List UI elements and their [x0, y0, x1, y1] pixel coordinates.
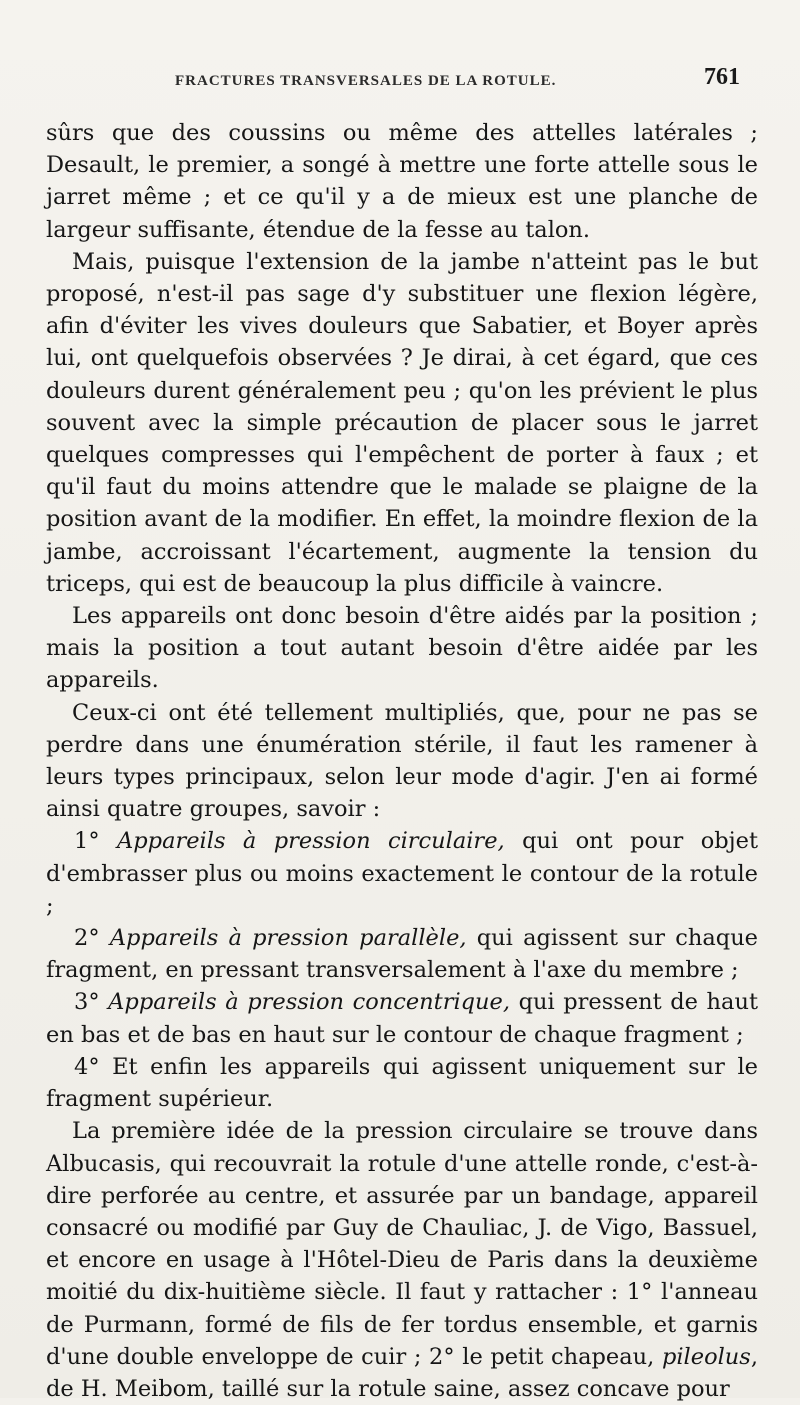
- paragraph-continuation: sûrs que des coussins ou même des attelles latérales ; Desault, le premier, a songé à mettre une forte attelle sous le jarret même ; et ce qu'il y a de mieux est une planche de largeur suffisante, étendue de la fesse au talon.: [46, 120, 758, 243]
- list-item-title: Appareils à pression parallèle,: [109, 925, 467, 952]
- body-text: [46, 117, 758, 1405]
- list-item-description: qui pressent de haut en bas et de bas en haut sur le contour de chaque fragment ;: [46, 989, 758, 1048]
- paragraph-extension: Mais, puisque l'extension de la jambe n'atteint pas le but proposé, n'est-il pas sage d'y substituer une flexion légère, afin d'éviter les vives douleurs que Sabatier, et Boyer après lui, ont quelquefois observées ? Je dirai, à cet égard, que ces douleurs durent généralement peu ; qu'on les prévient le plus souvent avec la simple précaution de placer sous le jarret quelques compresses qui l'empêchent de porter à faux ; et qu'il faut du moins attendre que le malade se plaigne de la position avant de la modifier. En effet, la moindre flexion de la jambe, accroissant l'écartement, augmente la tension du triceps, qui est de beaucoup la plus difficile à vaincre.: [46, 248, 758, 597]
- paragraph-text: La première idée de la pression circulaire se trouve dans Albucasis, qui recouvrait la rotule d'une attelle ronde, c'est-à-dire perforée au centre, et assurée par un bandage, appareil consacré ou modifié par Guy de Chauliac, J. de Vigo, Bassuel, et encore en usage à l'Hôtel-Dieu de Paris dans la deuxième moitié du dix-huitième siècle. Il faut y rattacher : 1° l'anneau de Purmann, formé de fils de fer tordus ensemble, et garnis d'une double enveloppe de cuir ; 2° le petit chapeau,: [46, 1118, 758, 1370]
- list-item-description: qui agissent sur chaque fragment, en pressant transversalement à l'axe du membre ;: [46, 925, 758, 984]
- list-item: [46, 922, 758, 986]
- running-title: FRACTURES TRANSVERSALES DE LA ROTULE.: [175, 73, 557, 89]
- list-number: 1°: [74, 828, 100, 855]
- list-item: [46, 986, 758, 1050]
- list-item: [46, 1051, 758, 1115]
- paragraph-groupes: Ceux-ci ont été tellement multipliés, que, pour ne pas se perdre dans une énumération stérile, il faut les ramener à leurs types principaux, selon leur mode d'agir. J'en ai formé ainsi quatre groupes, savoir :: [46, 699, 758, 823]
- list-item-title: Appareils à pression circulaire,: [117, 828, 505, 855]
- list-number: 3°: [74, 989, 100, 1016]
- list-number: 2°: [74, 925, 100, 952]
- page-number: 761: [704, 64, 740, 90]
- list-item: [46, 825, 758, 922]
- list-item-title: Appareils à pression concentrique,: [108, 989, 511, 1016]
- paragraph-text: , de H. Meibom, taillé sur la rotule saine, assez concave pour: [46, 1343, 758, 1402]
- paragraph-pression-circulaire: [46, 1115, 758, 1405]
- list-number: 4°: [74, 1053, 100, 1080]
- latin-term: pileolus: [661, 1343, 751, 1370]
- paragraph-appareils: Les appareils ont donc besoin d'être aidés par la position ; mais la position a tout autant besoin d'être aidée par les appareils.: [46, 603, 758, 694]
- list-item-description: Et enfin les appareils qui agissent uniquement sur le fragment supérieur.: [46, 1053, 758, 1113]
- list-item-description: qui ont pour objet d'embrasser plus ou moins exactement le contour de la rotule ;: [46, 828, 758, 919]
